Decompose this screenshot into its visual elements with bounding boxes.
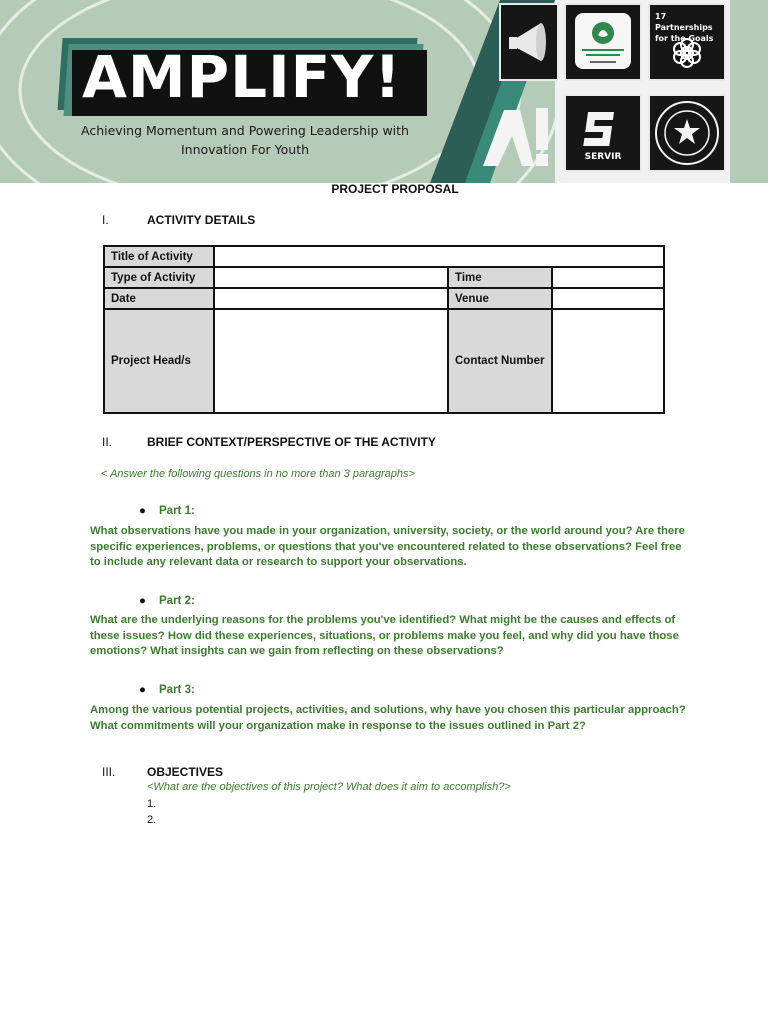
label-type-of-activity: Type of Activity [104,267,214,288]
venue-field[interactable] [552,288,664,309]
time-field[interactable] [552,267,664,288]
part-text: What observations have you made in your organization, university, society, or the world around you? Are there specific experiences, problems, or questions that you've encountered related to these observations? Feel free to include any relevant data or research to support your observations. [90,525,685,569]
dlsu-seal-tile [648,94,726,172]
a-logo-tile [478,92,559,170]
sdg-flower-icon [650,5,724,79]
contact-number-field[interactable] [552,309,664,413]
a-logo-icon [478,92,559,172]
part-text: Among the various potential projects, activities, and solutions, why have you chosen this particular approach? What commitments will your organization make in response to the issues outlined in Part 2? [90,704,686,732]
label-time: Time [448,267,552,288]
type-of-activity-field[interactable] [214,267,448,288]
label-contact-number: Contact Number [448,309,552,413]
sdg17-tile [648,3,726,81]
context-note: < Answer the following questions in no more than 3 paragraphs> [101,468,415,480]
activity-details-table [103,245,665,414]
project-heads-field[interactable] [214,309,448,413]
section-title: OBJECTIVES [147,765,224,779]
servir-label: SERVIR [584,152,622,162]
document-title: PROJECT PROPOSAL [331,182,459,196]
label-project-heads: Project Head/s [104,309,214,413]
section-number: III. [102,765,116,779]
school-logo-icon [566,5,640,79]
section-title: ACTIVITY DETAILS [147,213,256,227]
section-number: I. [102,213,109,227]
sdg-label: 17 Partnerships for the Goals [655,12,714,43]
university-seal-icon [650,96,724,170]
part-heading [139,684,195,696]
objectives-note: <What are the objectives of this project? What does it aim to accomplish?> [147,781,511,793]
logo-text: AMPLIFY! [82,43,402,111]
megaphone-tile [499,3,559,81]
part-heading [139,595,195,607]
servir-icon [566,98,640,158]
part-label: Part 2: [159,595,195,607]
label-date: Date [104,288,214,309]
header-banner [0,0,768,183]
bullet-icon: ● [139,595,146,607]
part-heading [139,505,195,517]
part-label: Part 1: [159,505,195,517]
section-number: II. [102,435,113,449]
part-label: Part 3: [159,684,195,696]
label-title-of-activity: Title of Activity [104,246,214,267]
objective-item[interactable]: 1. [147,798,157,810]
school-logo-tile [564,3,642,81]
objective-item[interactable]: 2. [147,814,157,826]
banner-tagline: Achieving Momentum and Powering Leadership with Innovation For Youth [81,123,409,157]
servir-tile [564,94,642,172]
part-text: What are the underlying reasons for the problems you've identified? What might be the causes and effects of these issues? How did these experiences, situations, or problems make you feel, and why did you have those emotions? What insights can we gain from reflecting on these observations? [90,614,679,658]
date-field[interactable] [214,288,448,309]
megaphone-icon [501,5,557,79]
bullet-icon: ● [139,505,146,517]
section-title: BRIEF CONTEXT/PERSPECTIVE OF THE ACTIVITY [147,435,436,449]
title-of-activity-field[interactable] [214,246,664,267]
bullet-icon: ● [139,684,146,696]
label-venue: Venue [448,288,552,309]
